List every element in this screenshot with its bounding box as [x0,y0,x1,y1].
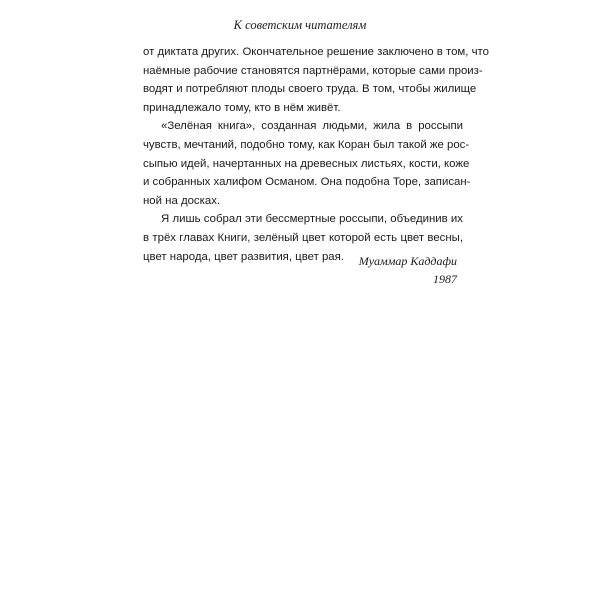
paragraph-line: цвет народа, цвет развития, цвет рая. [143,250,344,263]
running-title: К советским читателям [233,18,367,32]
signature-block [143,252,457,288]
paragraph-line: чувств, мечтаний, подобно тому, как Коран был такой же рос- [143,138,470,151]
paragraph-line: Я лишь собрал эти бессмертные россыпи, объединив их [161,213,463,226]
body-text [143,43,489,266]
signature-year: 1987 [433,272,457,286]
paragraph-2 [143,117,471,210]
paragraph-1 [143,43,489,117]
paragraph-line: наёмные рабочие становятся партнёрами, которые сами произ- [143,64,483,77]
paragraph-line: и собранных халифом Османом. Она подобна Торе, записан- [143,176,471,189]
paragraph-line: от диктата других. Окончательное решение заключено в том, что [143,46,489,58]
paragraph-line: ной на досках. [143,194,221,207]
paragraph-line: в трёх главах Книги, зелёный цвет которой есть цвет весны, [143,231,463,244]
paragraph-line: водят и потребляют плоды своего труда. В том, чтобы жилище [143,83,477,96]
paragraph-line: «Зелёная книга», созданная людьми, жила в россыпи [161,120,463,133]
paragraph-line: принадлежало тому, кто в нём живёт. [143,101,341,114]
signature-author: Муаммар Каддафи [358,254,457,268]
paragraph-line: сыпью идей, начертанных на древесных листьях, кости, коже [143,157,470,170]
